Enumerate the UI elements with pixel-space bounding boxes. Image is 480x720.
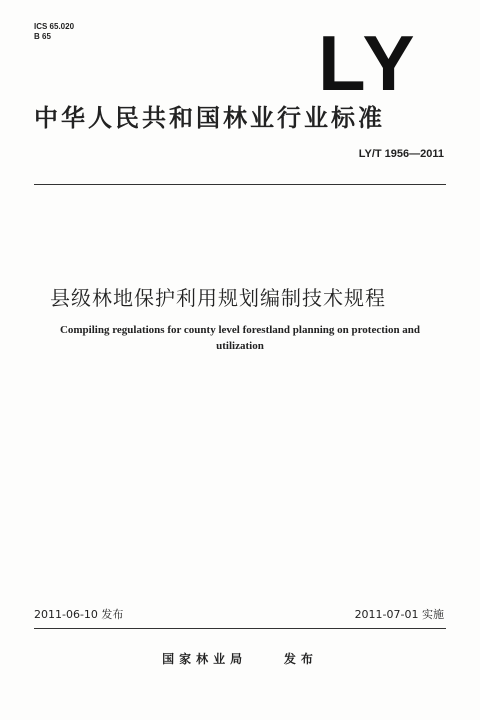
issuer: 国家林业局 发布 [162, 652, 318, 666]
standard-title: 中华人民共和国林业行业标准 [34, 104, 385, 132]
bottom-divider [34, 628, 446, 629]
standard-number: LY/T 1956—2011 [358, 148, 444, 160]
ly-logo: LY [318, 19, 419, 107]
publish-date: 2011-06-10 发布 [34, 608, 124, 621]
category-code: B 65 [34, 32, 51, 41]
top-divider [34, 184, 446, 185]
document-title-zh: 县级林地保护利用规划编制技术规程 [50, 286, 386, 310]
document-title-en: Compiling regulations for county level forestland planning on protection and utilization [59, 324, 421, 352]
effective-date: 2011-07-01 实施 [354, 608, 444, 621]
ics-code: ICS 65.020 [34, 22, 75, 31]
